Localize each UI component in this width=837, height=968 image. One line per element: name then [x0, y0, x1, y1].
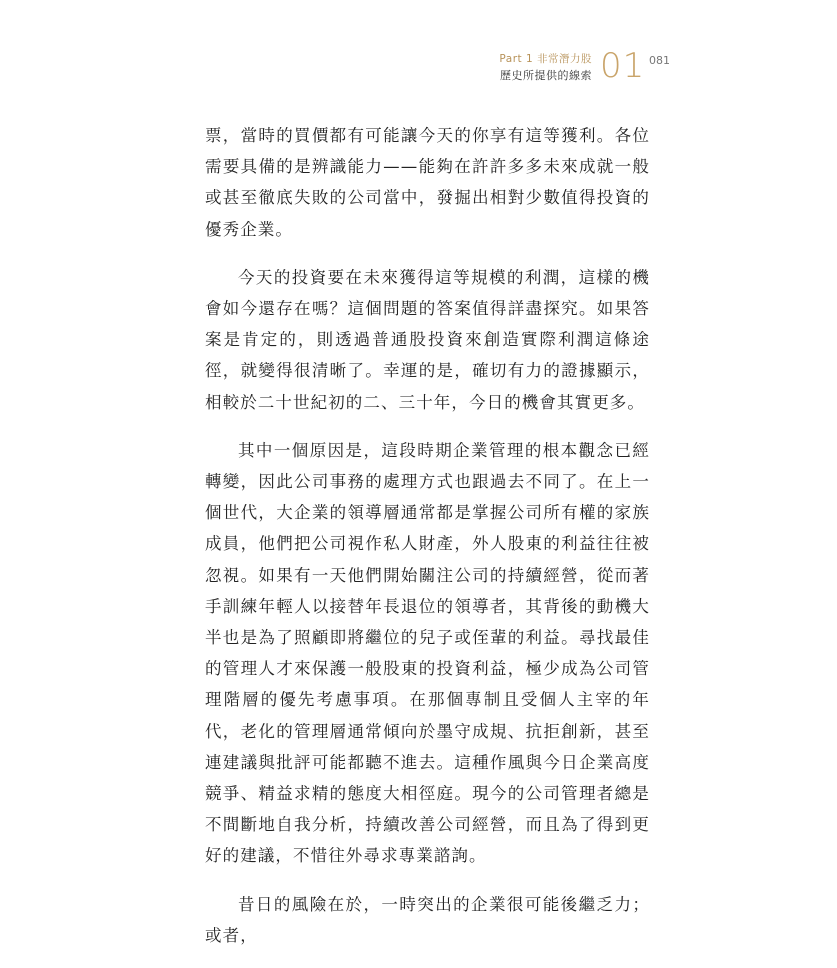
paragraph-2: 今天的投資要在未來獲得這等規模的利潤，這樣的機會如今還存在嗎？這個問題的答案值得詳盡探究。如果答案是肯定的，則透過普通股投資來創造實際利潤這條途徑，就變得很清晰了。幸運的是，確切有力的證據顯示，相較於二十世紀初的二、三十年，今日的機會其實更多。 [205, 267, 650, 412]
part-label: Part 1 非常潛力股 [499, 53, 592, 65]
body-text [205, 120, 650, 968]
page-number: 081 [649, 54, 670, 67]
paragraph-4: 昔日的風險在於，一時突出的企業很可能後繼乏力；或者， [205, 894, 650, 945]
chapter-title: 歷史所提供的線索 [500, 69, 592, 82]
paragraph-3: 其中一個原因是，這段時期企業管理的根本觀念已經轉變，因此公司事務的處理方式也跟過去不同了。在上一個世代，大企業的領導層通常都是掌握公司所有權的家族成員，他們把公司視作私人財產，外人股東的利益往往被忽視。如果有一天他們開始關注公司的持續經營，從而著手訓練年輕人以接替年長退位的領導者，其背後的動機大半也是為了照顧即將繼位的兒子或侄輩的利益。尋找最佳的管理人才來保護一般股東的投資利益，極少成為公司管理階層的優先考慮事項。在那個專制且受個人主宰的年代，老化的管理層通常傾向於墨守成規、抗拒創新，甚至連建議與批評可能都聽不進去。這種作風與今日企業高度競爭、精益求精的態度大相徑庭。現今的公司管理者總是不間斷地自我分析，持續改善公司經營，而且為了得到更好的建議，不惜往外尋求專業諮詢。 [205, 440, 650, 866]
paragraph-1: 票，當時的買價都有可能讓今天的你享有這等獲利。各位需要具備的是辨識能力——能夠在許許多多未來成就一般或甚至徹底失敗的公司當中，發掘出相對少數值得投資的優秀企業。 [205, 126, 650, 239]
header-text-block [499, 52, 592, 84]
running-header [480, 46, 680, 90]
chapter-number: 01 [600, 46, 646, 86]
